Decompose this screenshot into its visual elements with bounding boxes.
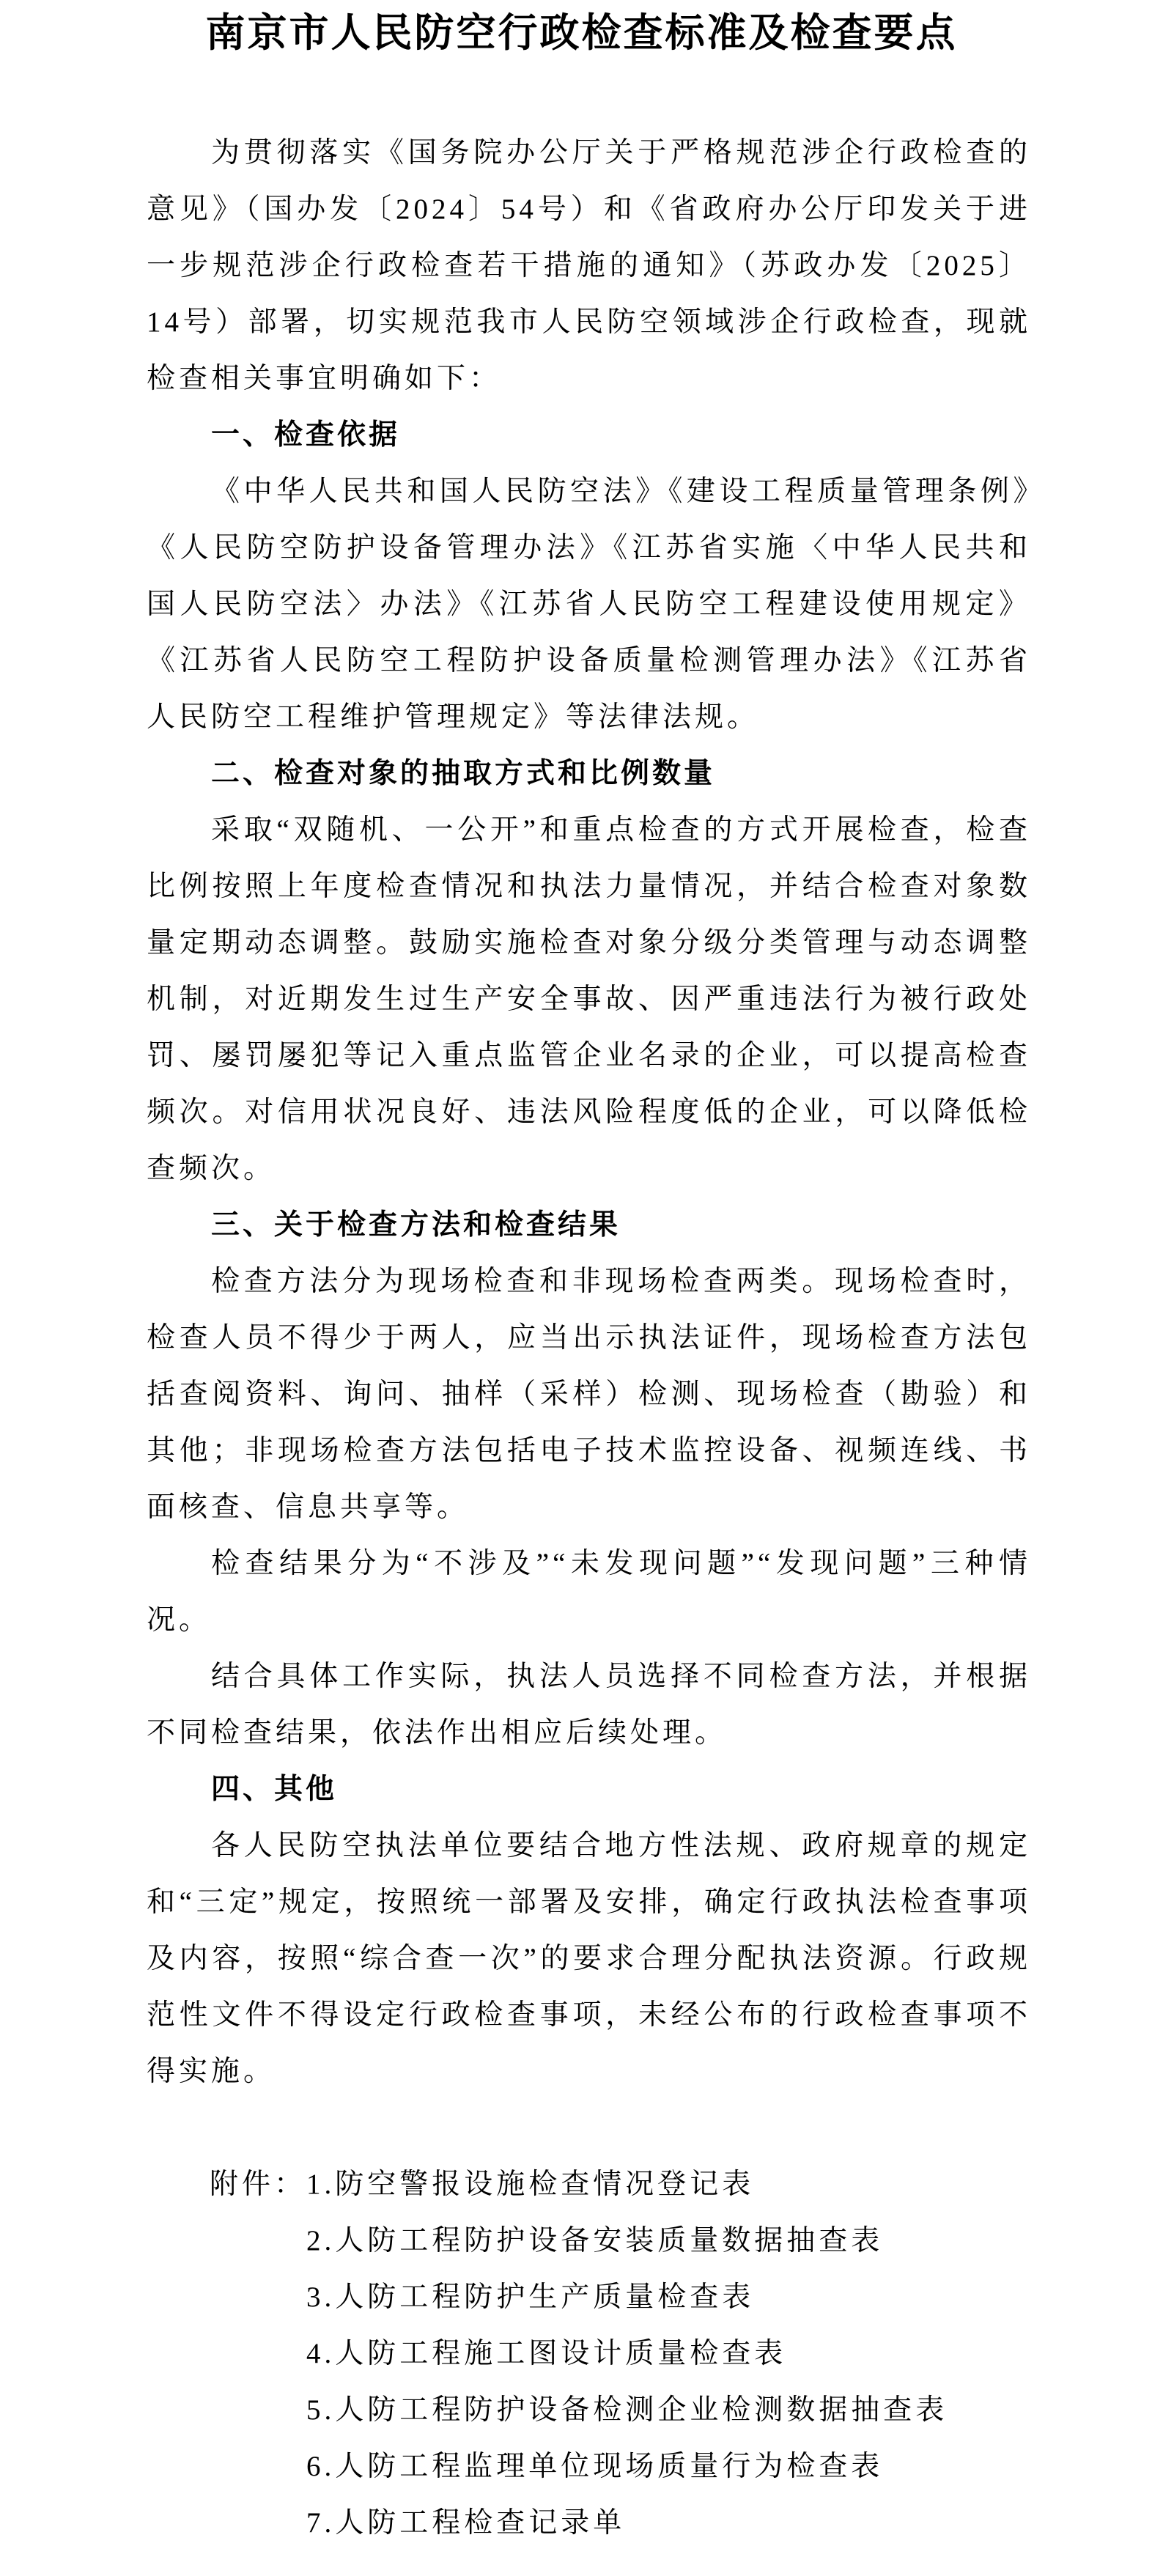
- attachments-label: 附件：: [210, 2169, 307, 2200]
- document-title: 南京市人民防空行政检查标准及检查要点: [205, 11, 958, 55]
- section-heading-3: 三、关于检查方法和检查结果: [211, 1209, 621, 1241]
- attachment-item: 6.人防工程监理单位现场质量行为检查表: [306, 2451, 884, 2482]
- attachments-block: [147, 2156, 1031, 2551]
- paragraph-other: 各人民防空执法单位要结合地方性法规、政府规章的规定和“三定”规定，按照统一部署及安排，确定行政执法检查事项及内容，按照“综合查一次”的要求合理分配执法资源。行政规范性文件不得设定行政检查事项，未经公布的行政检查事项不得实施。: [147, 1830, 1031, 2087]
- paragraph-follow-up: 结合具体工作实际，执法人员选择不同检查方法，并根据不同检查结果，依法作出相应后续处理。: [147, 1661, 1031, 1749]
- attachment-item: 7.人防工程检查记录单: [306, 2507, 626, 2539]
- paragraph-inspection-results: 检查结果分为“不涉及”“未发现问题”“发现问题”三种情况。: [147, 1548, 1031, 1636]
- attachments-list: [306, 2156, 1031, 2551]
- paragraph-inspection-methods: 检查方法分为现场检查和非现场检查两类。现场检查时，检查人员不得少于两人，应当出示执法证件，现场检查方法包括查阅资料、询问、抽样（采样）检测、现场检查（勘验）和其他；非现场检查方法包括电子技术监控设备、视频连线、书面核查、信息共享等。: [147, 1266, 1031, 1523]
- paragraph-legal-basis: 《中华人民共和国人民防空法》《建设工程质量管理条例》《人民防空防护设备管理办法》《江苏省实施〈中华人民共和国人民防空法〉办法》《江苏省人民防空工程建设使用规定》《江苏省人民防空工程防护设备质量检测管理办法》《江苏省人民防空工程维护管理规定》等法律法规。: [147, 476, 1031, 733]
- document-body: [147, 125, 1031, 2551]
- attachment-item: 3.人防工程防护生产质量检查表: [306, 2281, 755, 2313]
- section-heading-1: 一、检查依据: [211, 419, 401, 451]
- paragraph-sampling-method: 采取“双随机、一公开”和重点检查的方式开展检查，检查比例按照上年度检查情况和执法力量情况，并结合检查对象数量定期动态调整。鼓励实施检查对象分级分类管理与动态调整机制，对近期发生过生产安全事故、因严重违法行为被行政处罚、屡罚屡犯等记入重点监管企业名录的企业，可以提高检查频次。对信用状况良好、违法风险程度低的企业，可以降低检查频次。: [147, 814, 1031, 1184]
- paragraph-intro: 为贯彻落实《国务院办公厅关于严格规范涉企行政检查的意见》（国办发〔2024〕54号）和《省政府办公厅印发关于进一步规范涉企行政检查若干措施的通知》（苏政办发〔2025〕14号）部署，切实规范我市人民防空领域涉企行政检查，现就检查相关事宜明确如下：: [147, 137, 1031, 394]
- section-heading-4: 四、其他: [211, 1774, 338, 1805]
- attachment-item: 4.人防工程施工图设计质量检查表: [306, 2338, 787, 2369]
- attachment-item: 1.防空警报设施检查情况登记表: [306, 2169, 755, 2200]
- attachment-item: 2.人防工程防护设备安装质量数据抽查表: [306, 2225, 884, 2256]
- attachment-item: 5.人防工程防护设备检测企业检测数据抽查表: [306, 2394, 948, 2426]
- section-heading-2: 二、检查对象的抽取方式和比例数量: [211, 758, 716, 789]
